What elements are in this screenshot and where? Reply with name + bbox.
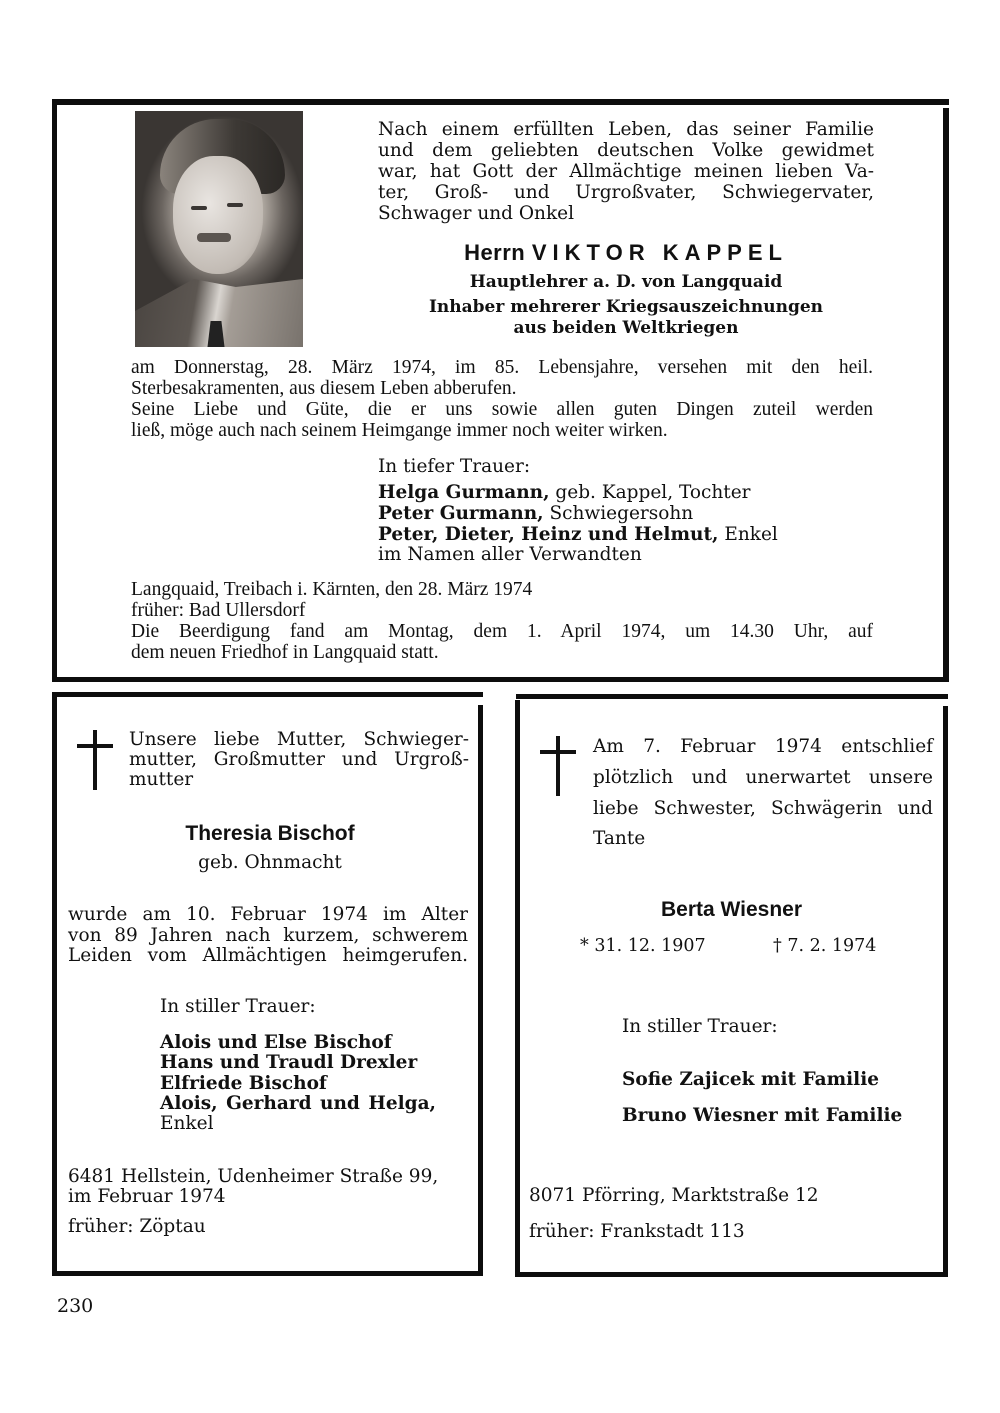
body-line: Seine Liebe und Güte, die er uns sowie allen guten Dingen zuteil werden xyxy=(131,399,873,420)
body-line: am Donnerstag, 28. März 1974, im 85. Lebensjahre, versehen mit den heil. xyxy=(131,357,873,378)
intro-line: Tante xyxy=(593,828,646,849)
closing-line: Langquaid, Treibach i. Kärnten, den 28. März 1974 xyxy=(131,579,533,600)
former-residence: früher: Frankstadt 113 xyxy=(529,1221,745,1242)
mourner: Alois, Gerhard und Helga, xyxy=(160,1093,436,1114)
address-line: im Februar 1974 xyxy=(68,1186,226,1207)
intro-line: mutter xyxy=(129,769,194,790)
name: VIKTOR KAPPEL xyxy=(531,240,788,265)
body-line: Leiden vom Allmächtigen heimgerufen. xyxy=(68,945,468,966)
mourner-suffix: Enkel xyxy=(160,1113,214,1134)
border-bottom xyxy=(56,1271,483,1276)
deceased-name: Berta Wiesner xyxy=(660,898,803,921)
intro-line: Am 7. Februar 1974 entschlief xyxy=(593,736,933,757)
border-top xyxy=(516,694,948,699)
border-bottom xyxy=(515,1272,948,1277)
border-right xyxy=(943,108,949,682)
border-bottom xyxy=(52,677,949,682)
body-line: ließ, möge auch nach seinem Heimgange immer noch weiter wirken. xyxy=(131,420,668,441)
closing-line: dem neuen Friedhof in Langquaid statt. xyxy=(131,642,439,663)
former-residence: früher: Zöptau xyxy=(68,1216,206,1237)
page-number: 230 xyxy=(57,1295,94,1317)
mourner: Elfriede Bischof xyxy=(160,1073,327,1094)
death-date: † 7. 2. 1974 xyxy=(773,936,877,956)
intro-line: war, hat Gott der Allmächtige meinen lieben Va- xyxy=(378,161,874,182)
border-left xyxy=(52,692,57,1276)
intro-line: ter, Groß- und Urgroßvater, Schwiegervater, xyxy=(378,182,874,203)
mourner: im Namen aller Verwandten xyxy=(378,544,642,565)
portrait-photo xyxy=(135,111,303,347)
mourning-label: In stiller Trauer: xyxy=(622,1016,778,1037)
mourner: Sofie Zajicek mit Familie xyxy=(622,1069,879,1090)
intro-line: mutter, Großmutter und Urgroß- xyxy=(129,749,469,770)
honor-line: Inhaber mehrerer Kriegsauszeichnungen xyxy=(428,297,824,317)
mourner: Helga Gurmann, geb. Kappel, Tochter xyxy=(378,482,751,503)
deceased-name xyxy=(378,240,874,266)
intro-line: plötzlich und unerwartet unsere xyxy=(593,767,933,788)
mourner: Peter Gurmann, Schwiegersohn xyxy=(378,503,694,524)
intro-line: liebe Schwester, Schwägerin und xyxy=(593,798,933,819)
maiden-name: geb. Ohnmacht xyxy=(198,852,342,873)
border-top xyxy=(52,99,949,105)
border-left xyxy=(52,99,57,682)
body-line: wurde am 10. Februar 1974 im Alter xyxy=(68,904,468,925)
mourner: Alois und Else Bischof xyxy=(160,1032,392,1053)
intro-line: Schwager und Onkel xyxy=(378,203,575,224)
address-line: 6481 Hellstein, Udenheimer Straße 99, xyxy=(68,1166,439,1187)
mourning-label: In stiller Trauer: xyxy=(160,996,316,1017)
mourner: Bruno Wiesner mit Familie xyxy=(622,1105,903,1126)
mourner: Peter, Dieter, Heinz und Helmut, Enkel xyxy=(378,524,778,545)
border-right xyxy=(478,705,483,1276)
honor-line: aus beiden Weltkriegen xyxy=(513,318,739,338)
border-left xyxy=(515,700,520,1276)
body-line: von 89 Jahren nach kurzem, schwerem xyxy=(68,925,468,946)
border-right xyxy=(943,706,948,1276)
intro-line: und dem geliebten deutschen Volke gewidmet xyxy=(378,140,874,161)
intro-line: Unsere liebe Mutter, Schwieger- xyxy=(129,729,469,750)
border-top xyxy=(52,692,483,697)
mourning-label: In tiefer Trauer: xyxy=(378,456,531,477)
address-line: 8071 Pförring, Marktstraße 12 xyxy=(529,1185,819,1206)
deceased-title: Hauptlehrer a. D. von Langquaid xyxy=(469,272,783,292)
cross-icon xyxy=(540,736,576,796)
intro-line: Nach einem erfüllten Leben, das seiner Familie xyxy=(378,119,874,140)
deceased-name: Theresia Bischof xyxy=(185,822,355,845)
name-prefix: Herrn xyxy=(464,240,526,265)
closing-line: früher: Bad Ullersdorf xyxy=(131,600,306,621)
cross-icon xyxy=(77,730,113,790)
mourner: Hans und Traudl Drexler xyxy=(160,1052,418,1073)
closing-line: Die Beerdigung fand am Montag, dem 1. April 1974, um 14.30 Uhr, auf xyxy=(131,621,873,642)
body-line: Sterbesakramenten, aus diesem Leben abberufen. xyxy=(131,378,517,399)
birth-date: * 31. 12. 1907 xyxy=(580,936,706,956)
